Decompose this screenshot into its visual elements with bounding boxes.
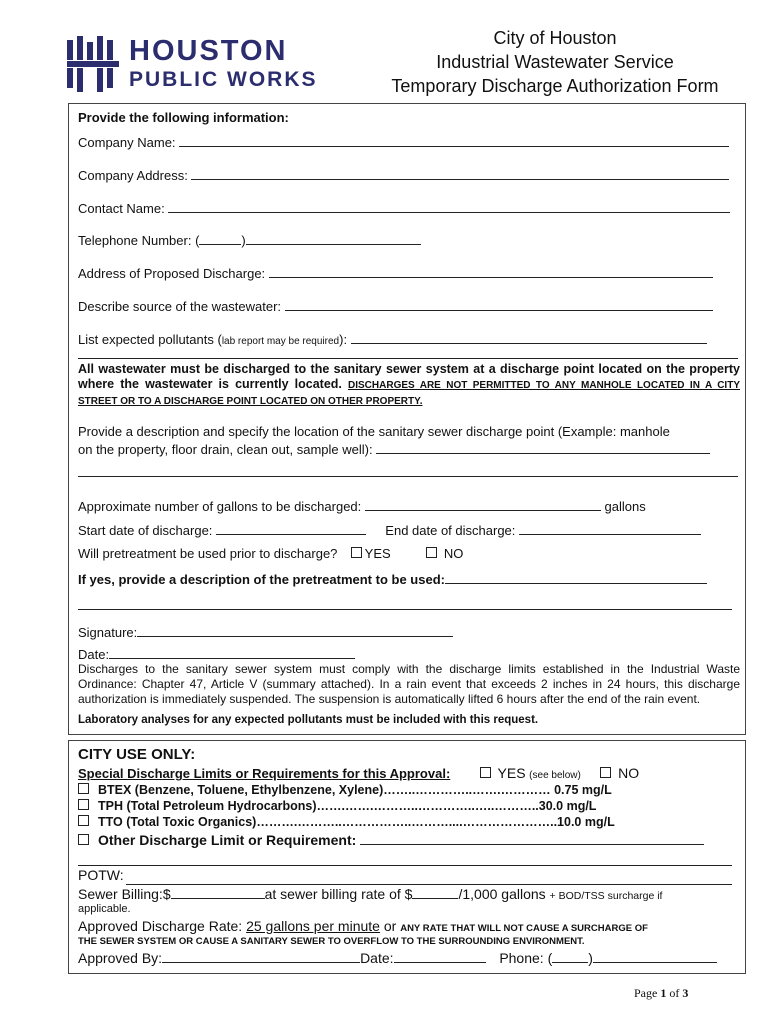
point-desc-line1: Provide a description and specify the location of the sanitary sewer discharge point (Example: manhole [78, 424, 670, 439]
address-discharge-field[interactable] [269, 265, 713, 278]
btex-label: BTEX (Benzene, Toluene, Ethylbenzene, Xylene)……..…………..…….………… 0.75 mg/L [98, 783, 612, 797]
billing-unit: /1,000 gallons [458, 886, 546, 902]
dates-row [78, 522, 701, 539]
address-discharge-label: Address of Proposed Discharge: [78, 266, 266, 281]
approved-by-label: Approved By: [78, 950, 163, 966]
billing-applicable: applicable. [78, 903, 131, 915]
rate-or: or [383, 918, 397, 934]
date-row [78, 647, 355, 663]
contact-name-field[interactable] [168, 200, 730, 213]
pretreat-no-label: NO [443, 546, 464, 561]
tph-row [78, 799, 596, 813]
company-name-field[interactable] [179, 134, 729, 147]
btex-checkbox[interactable] [78, 783, 89, 794]
source-row [78, 298, 713, 315]
limits-paragraph: Discharges to the sanitary sewer system must comply with the discharge limits established in the Industrial Waste Ordinance: Chapter 47, Article V (summary attached). In a rain event that exceeds 2 inches in 24 hours, this discharge authorization is immediately suspended. The suspension is automatically lifted 6 hours after the end of the rain event. [78, 662, 740, 706]
company-address-row [78, 167, 729, 184]
header-service: Industrial Wastewater Service [436, 52, 674, 72]
approval-date-field[interactable] [394, 949, 486, 963]
telephone-paren: ) [241, 233, 246, 248]
other-limit-field-line2[interactable] [78, 865, 732, 866]
point-desc-label: on the property, floor drain, clean out, sample well): [78, 442, 373, 457]
discharge-notice-caps: DISCHARGES ARE NOT PERMITTED TO ANY MANHOLE LOCATED IN A CITY STREET OR TO A DISCHARGE POINT LOCATED ON OTHER PROPERTY. [78, 380, 740, 407]
special-yes-note: (see below) [529, 770, 581, 781]
special-limits-label: Special Discharge Limits or Requirements for this Approval: [78, 766, 451, 781]
billing-surcharge-note: + BOD/TSS surcharge if [549, 890, 663, 902]
source-label: Describe source of the wastewater: [78, 299, 282, 314]
city-use-title: CITY USE ONLY: [78, 746, 196, 763]
logo-mark-icon [67, 36, 123, 92]
approval-row [78, 949, 717, 966]
gallons-unit: gallons [604, 499, 646, 514]
approval-area-code-field[interactable] [552, 949, 588, 963]
billing-amount-field[interactable] [171, 885, 265, 899]
gallons-label: Approximate number of gallons to be discharged: [78, 499, 362, 514]
special-no-checkbox[interactable] [600, 767, 611, 778]
houston-public-works-logo [67, 36, 329, 92]
page-label: Page [634, 986, 658, 1000]
pollutants-label-end: ): [339, 332, 348, 347]
pretreat-desc-field-line2[interactable] [78, 609, 732, 610]
approval-phone-field[interactable] [593, 949, 717, 963]
pretreat-question: Will pretreatment be used prior to discharge? [78, 546, 338, 561]
page-number [634, 986, 688, 1001]
page-current: 1 [660, 986, 667, 1000]
tto-label: TTO (Total Toxic Organics)……….………..……………..………....…………………..10.0 mg/L [98, 815, 615, 829]
pretreat-desc-row [78, 571, 707, 588]
source-field[interactable] [285, 298, 713, 311]
btex-row [78, 783, 612, 797]
pretreat-row [78, 546, 463, 562]
special-yes-label: YES [497, 765, 526, 781]
end-date-label: End date of discharge: [385, 523, 516, 538]
discharge-notice-bold: All wastewater must be discharged to the sanitary sewer system at a discharge point located on the property where the wastewater is currently located. [78, 362, 740, 391]
contact-name-row [78, 200, 730, 217]
billing-row [78, 885, 662, 902]
tph-label: TPH (Total Petroleum Hydrocarbons)…….…….………..…………..…..………..30.0 mg/L [98, 799, 597, 813]
page-total: 3 [682, 986, 689, 1000]
billing-rate-field[interactable] [412, 885, 458, 899]
special-limits-row [78, 765, 639, 781]
contact-name-label: Contact Name: [78, 201, 165, 216]
signature-field[interactable] [137, 624, 453, 637]
rate-value: 25 gallons per minute [246, 918, 380, 934]
billing-rate-label: at sewer billing rate of $ [264, 886, 413, 902]
special-yes-checkbox[interactable] [480, 767, 491, 778]
approval-phone-paren: ) [588, 950, 593, 966]
pollutants-field-line2[interactable] [78, 358, 738, 359]
company-name-label: Company Name: [78, 135, 176, 150]
approval-phone-label: Phone: ( [499, 950, 553, 966]
pretreat-desc-label: If yes, provide a description of the pretreatment to be used: [78, 572, 445, 587]
rate-caps-2: THE SEWER SYSTEM OR CAUSE A SANITARY SEWER TO OVERFLOW TO THE SURROUNDING ENVIRONMENT. [78, 936, 585, 947]
telephone-field[interactable] [246, 232, 421, 245]
date-label: Date: [78, 647, 110, 662]
approval-date-label: Date: [360, 950, 394, 966]
pretreat-yes-checkbox[interactable] [351, 547, 362, 558]
approved-by-field[interactable] [162, 949, 360, 963]
rate-caps-1: ANY RATE THAT WILL NOT CAUSE A SURCHARGE OF [400, 923, 648, 934]
billing-label: Sewer Billing:$ [78, 886, 171, 902]
other-limit-checkbox[interactable] [78, 834, 89, 845]
company-name-row [78, 134, 729, 151]
rate-row [78, 918, 648, 934]
potw-row [78, 867, 124, 883]
other-limit-row [78, 831, 704, 848]
pretreat-no-checkbox[interactable] [426, 547, 437, 558]
other-limit-field[interactable] [360, 831, 704, 845]
pretreat-yes-label: YES [364, 546, 391, 561]
area-code-field[interactable] [199, 232, 241, 245]
special-no-label: NO [618, 765, 640, 781]
form-title: Temporary Discharge Authorization Form [391, 76, 719, 96]
pollutants-label: List expected pollutants ( [78, 332, 222, 347]
gallons-field[interactable] [365, 498, 601, 511]
start-date-field[interactable] [216, 522, 366, 535]
logo-text-houston: HOUSTON [129, 35, 288, 67]
other-limit-label: Other Discharge Limit or Requirement: [98, 832, 357, 848]
end-date-field[interactable] [519, 522, 701, 535]
signature-row [78, 624, 453, 641]
lab-note: Laboratory analyses for any expected pollutants must be included with this request. [78, 714, 539, 726]
potw-label: POTW: [78, 867, 124, 883]
address-discharge-row [78, 265, 713, 282]
page-of: of [669, 986, 680, 1000]
pollutants-field[interactable] [351, 331, 707, 344]
start-date-label: Start date of discharge: [78, 523, 213, 538]
logo-text-public-works: PUBLIC WORKS [129, 68, 318, 91]
header-city: City of Houston [493, 28, 617, 48]
telephone-row [78, 232, 421, 249]
discharge-notice [78, 362, 740, 409]
tto-row [78, 815, 615, 829]
company-address-label: Company Address: [78, 168, 188, 183]
company-address-field[interactable] [191, 167, 729, 180]
point-desc-row [78, 441, 710, 458]
pollutants-note: lab report may be required [221, 336, 340, 347]
intro-label: Provide the following information: [78, 110, 289, 125]
pollutants-row [78, 331, 707, 350]
tto-checkbox[interactable] [78, 815, 89, 826]
date-field[interactable] [109, 649, 355, 659]
gallons-row [78, 498, 646, 515]
signature-label: Signature: [78, 625, 138, 640]
point-desc-field-line2[interactable] [78, 476, 738, 477]
telephone-label: Telephone Number: ( [78, 233, 200, 248]
pretreat-desc-field[interactable] [445, 571, 707, 584]
tph-checkbox[interactable] [78, 799, 89, 810]
rate-label: Approved Discharge Rate: [78, 918, 243, 934]
point-desc-field[interactable] [376, 441, 710, 454]
